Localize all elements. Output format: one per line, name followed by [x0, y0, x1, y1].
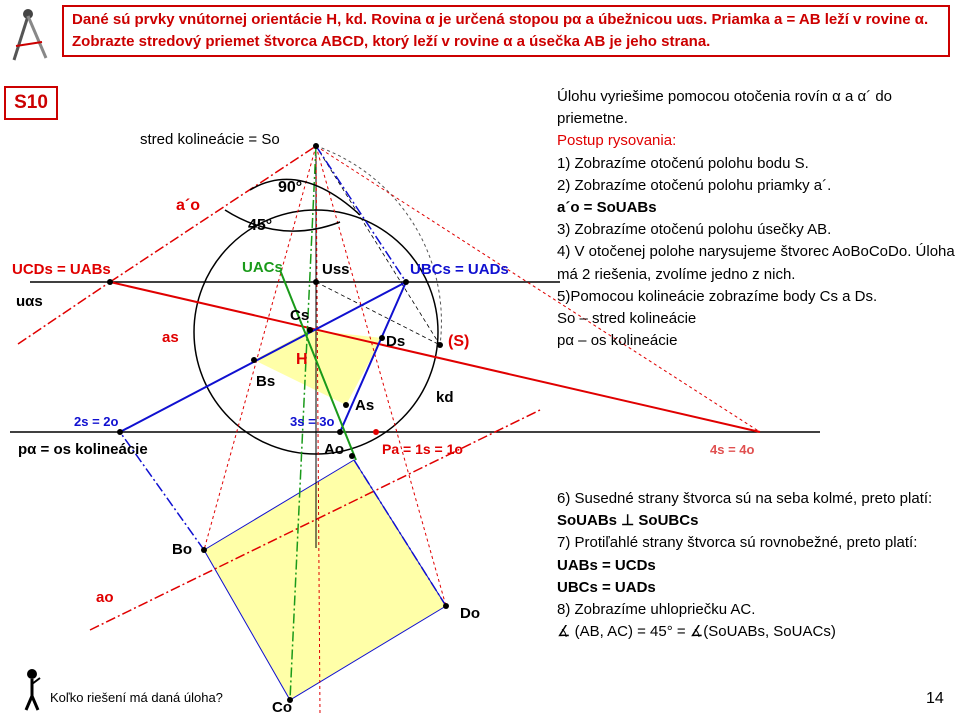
label-h: H [296, 351, 308, 368]
step-line: 5)Pomocou kolineácie zobrazíme body Cs a Ds. [557, 287, 878, 305]
label-center: stred kolineácie = So [140, 131, 280, 148]
label-cs: Cs [290, 307, 310, 324]
step-line: pα – os kolineácie [557, 332, 678, 350]
label-uac: UACs [242, 259, 283, 276]
step-line: 8) Zobrazíme uhlopriečku AC. [557, 601, 756, 619]
step-line: SoUABs ⊥ SoUBCs [557, 512, 699, 530]
label-as-line: as [162, 329, 179, 346]
step-line: ∡ (AB, AC) = 45° = ∡(SoUABs, SoUACs) [557, 623, 836, 641]
steps-list-2 [557, 488, 957, 643]
steps-list [557, 86, 957, 352]
label-angle90: 90° [278, 179, 303, 196]
label-co: Co [272, 699, 292, 716]
label-four: 4s = 4o [710, 442, 755, 457]
step-line: So – stred kolineácie [557, 310, 697, 328]
step-line: a´o = SoUABs [557, 199, 657, 217]
step-line: Postup rysovania: [557, 132, 677, 150]
label-ao: Ao [324, 441, 344, 458]
thinking-person-icon [20, 668, 44, 712]
step-line: 7) Protiľahlé strany štvorca sú rovnobežné, preto platí: [557, 534, 918, 552]
step-line: 3) Zobrazíme otočenú polohu úsečky AB. [557, 221, 832, 239]
label-two: 2s = 2o [74, 414, 119, 429]
step-line: UBCs = UADs [557, 578, 656, 596]
label-ao-line: ao [96, 589, 114, 606]
step-line: 6) Susedné strany štvorca sú na seba kolmé, preto platí: [557, 490, 933, 507]
step-line: 1) Zobrazíme otočenú polohu bodu S. [557, 154, 809, 172]
label-bo: Bo [172, 541, 192, 558]
step-line: UABs = UCDs [557, 556, 656, 574]
label-p-alpha: pα = os kolineácie [18, 441, 148, 458]
square-rotated [204, 460, 446, 700]
label-ds: Ds [386, 333, 406, 350]
page-number: 14 [926, 690, 944, 707]
slide-label: S10 [4, 86, 58, 120]
label-do: Do [460, 605, 480, 622]
label-angle45: 45° [248, 217, 273, 234]
task-statement: Dané sú prvky vnútornej orientácie H, kd. Rovina α je určená stopou pα a úbežnicou uαs. Priamka a = AB leží v rovine α. Zobrazte stredový priemet štvorca ABCD, ktorý leží v rovine α a úsečka AB je jeho strana. [62, 5, 950, 57]
label-ubc-uad: UBCs = UADs [410, 261, 509, 278]
label-as-point: As [355, 397, 375, 414]
label-ucd-uab: UCDs = UABs [12, 261, 111, 278]
line-a-prime-o-ext [18, 282, 110, 344]
label-s-paren: (S) [448, 333, 470, 350]
angle-90-arc [250, 179, 360, 215]
label-a-prime-o: a´o [176, 197, 200, 214]
angle-45-arc [225, 210, 340, 231]
step-line: Úlohu vyriešime pomocou otočenia rovín α a α´ do priemetne. [557, 88, 893, 128]
step-line: 2) Zobrazíme otočenú polohu priamky a´. [557, 176, 832, 194]
label-us: Uss [322, 261, 350, 278]
label-bs: Bs [256, 373, 276, 390]
label-kd: kd [436, 389, 454, 406]
question-text: Koľko riešení má daná úloha? [50, 690, 223, 705]
label-three: 3s = 3o [290, 414, 335, 429]
label-u-alpha: uαs [16, 293, 43, 310]
step-line: 4) V otočenej polohe narysujeme štvorec AoBoCoDo. Úloha má 2 riešenia, zvolíme jedno z nich. [557, 243, 955, 283]
label-pa: Pa = 1s = 1o [382, 441, 463, 457]
